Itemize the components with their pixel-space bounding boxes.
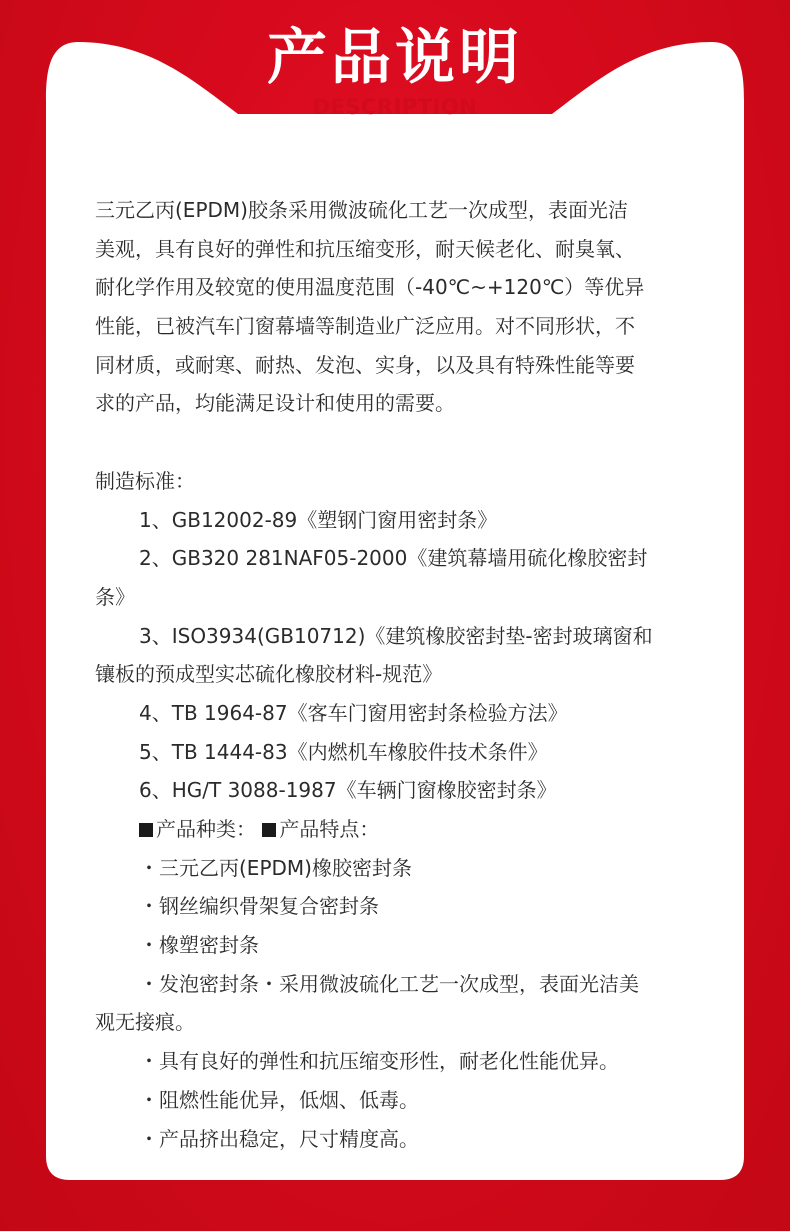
intro-line: 同材质，或耐寒、耐热、发泡、实身，以及具有特殊性能等要 — [95, 352, 635, 377]
page-subtitle: DESCRIPTION — [312, 95, 478, 119]
page-title: 产品说明 — [267, 23, 523, 93]
product-item: ・钢丝编织骨架复合密封条 — [139, 894, 379, 919]
intro-line: 三元乙丙(EPDM)胶条采用微波硫化工艺一次成型，表面光洁 — [95, 198, 628, 222]
square-bullet-icon — [262, 823, 276, 837]
product-item: ・具有良好的弹性和抗压缩变形性，耐老化性能优异。 — [139, 1049, 619, 1074]
description-content — [95, 191, 700, 1158]
product-item-continuation: 观无接痕。 — [95, 1010, 195, 1035]
product-section — [95, 810, 700, 1158]
intro-line: 美观，具有良好的弹性和抗压缩变形，耐天候老化、耐臭氧、 — [95, 236, 635, 261]
standards-section — [95, 462, 700, 810]
standard-item: 2、GB320 281NAF05-2000《建筑幕墙用硫化橡胶密封 — [139, 546, 648, 571]
standard-item-continuation: 条》 — [95, 584, 135, 609]
intro-line: 求的产品，均能满足设计和使用的需要。 — [95, 391, 455, 416]
product-item: ・发泡密封条・采用微波硫化工艺一次成型，表面光洁美 — [139, 971, 639, 996]
square-bullet-icon — [139, 823, 153, 837]
product-types-label: 产品种类： — [156, 817, 256, 841]
product-item: ・橡塑密封条 — [139, 933, 259, 958]
intro-line: 性能，已被汽车门窗幕墙等制造业广泛应用。对不同形状，不 — [95, 314, 635, 339]
standards-heading: 制造标准： — [95, 468, 195, 493]
standard-item: 6、HG/T 3088-1987《车辆门窗橡胶密封条》 — [139, 778, 557, 803]
product-heading — [95, 810, 700, 849]
standard-item: 1、GB12002-89《塑钢门窗用密封条》 — [139, 507, 498, 532]
standard-item: 4、TB 1964-87《客车门窗用密封条检验方法》 — [139, 700, 568, 725]
product-item: ・三元乙丙(EPDM)橡胶密封条 — [139, 855, 412, 880]
product-item: ・产品挤出稳定，尺寸精度高。 — [139, 1126, 419, 1151]
paragraph-spacer — [95, 423, 700, 462]
intro-line: 耐化学作用及较宽的使用温度范围（-40℃~+120℃）等优异 — [95, 275, 645, 300]
standard-item-continuation: 镶板的预成型实芯硫化橡胶材料-规范》 — [95, 662, 443, 687]
intro-paragraph — [95, 191, 700, 423]
standard-item: 3、ISO3934(GB10712)《建筑橡胶密封垫-密封玻璃窗和 — [139, 623, 653, 648]
product-item: ・阻燃性能优异，低烟、低毒。 — [139, 1087, 419, 1112]
standard-item: 5、TB 1444-83《内燃机车橡胶件技术条件》 — [139, 739, 548, 764]
product-features-label: 产品特点： — [279, 817, 380, 841]
